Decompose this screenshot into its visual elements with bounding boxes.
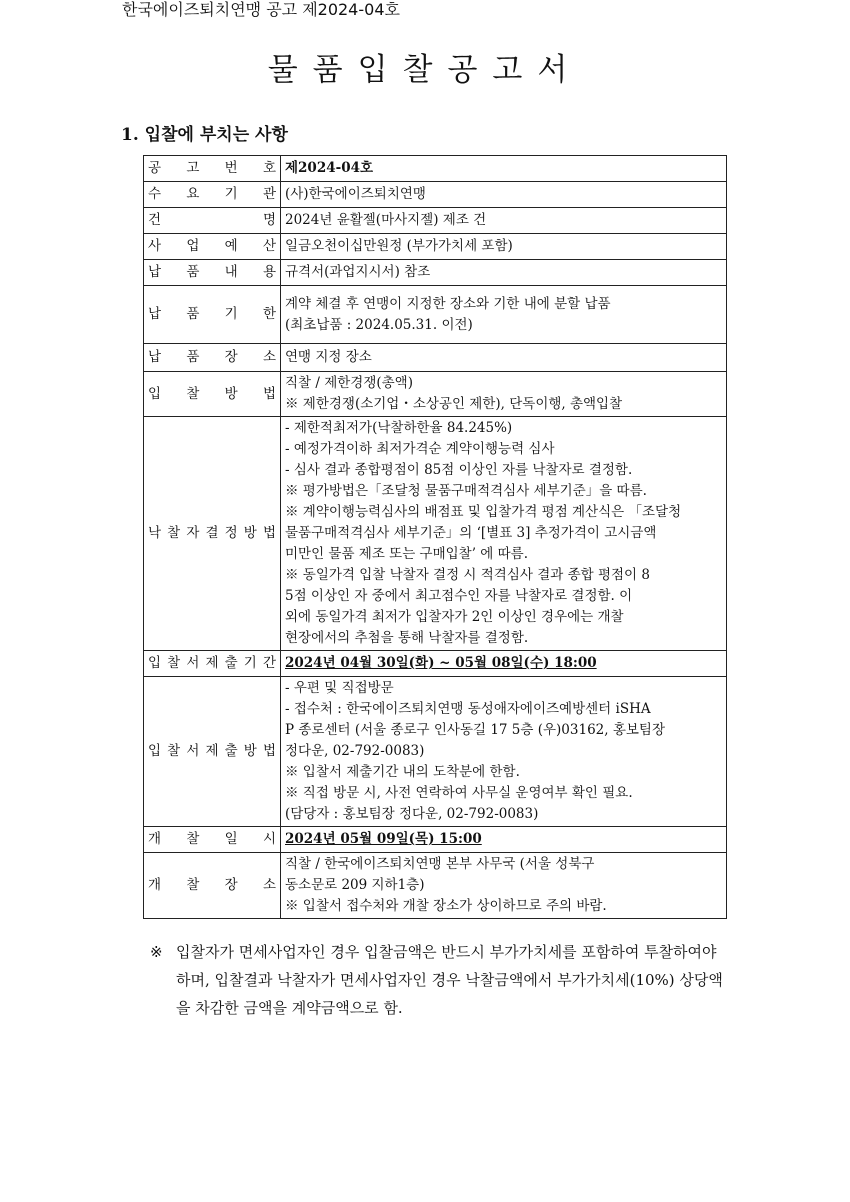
table-row [144,156,727,182]
cell-line: 5점 이상인 자 중에서 최고점수인 자를 낙찰자로 결정함. 이 [285,588,633,604]
table-row [144,677,727,827]
row-label [144,234,281,260]
agency-value: (사)한국에이즈퇴치연맹 [281,182,727,208]
row-label [144,208,281,234]
cell-line: ※ 계약이행능력심사의 배점표 및 입찰가격 평점 계산식은 「조달청 [285,504,682,520]
footnote-text: 입찰자가 면세사업자인 경우 입찰금액은 반드시 부가가치세를 포함하여 투찰하여야 하며, 입찰결과 낙찰자가 면세사업자인 경우 낙찰금액에서 부가가치세(10%) 상당액을 차감한 금액을 계약금액으로 함. [176,943,723,1017]
opening-place-value [281,853,727,919]
table-row [144,827,727,853]
row-label-text: 납 품 기 한 [148,306,276,322]
submit-method-value [281,677,727,827]
cell-line: - 우편 및 직접방문 [285,680,394,696]
row-label [144,372,281,417]
delivery-term-line: (최초납품 : 2024.05.31. 이전) [285,316,473,333]
row-label [144,156,281,182]
table-row [144,286,727,344]
table-row [144,853,727,919]
cell-line: 직찰 / 한국에이즈퇴치연맹 본부 사무국 (서울 성북구 [285,856,595,872]
table-row [144,182,727,208]
award-method-value [281,417,727,651]
bid-method-value [281,372,727,417]
row-label [144,182,281,208]
row-label-text: 낙 찰 자 결 정 방 법 [148,525,276,541]
cell-line: ※ 평가방법은「조달청 물품구매적격심사 세부기준」을 따름. [285,483,647,499]
item-value: 2024년 윤활젤(마사지젤) 제조 건 [281,208,727,234]
table-row [144,372,727,417]
cell-line: 정다운, 02-792-0083) [285,743,425,759]
row-label-text: 입 찰 서 제 출 기 간 [148,655,276,671]
row-label-text: 납 품 내 용 [148,264,276,280]
row-label [144,651,281,677]
submit-period-value: 2024년 04월 30일(화) ~ 05월 08일(수) 18:00 [281,651,727,677]
row-label [144,286,281,344]
bid-details-table [143,155,727,919]
delivery-term-value [281,286,727,344]
cell-line: - 제한적최저가(낙찰하한율 84.245%) [285,420,513,436]
table-row [144,234,727,260]
document-reference: 한국에이즈퇴치연맹 공고 제2024-04호 [122,0,400,19]
row-label [144,344,281,372]
cell-line: - 예정가격이하 최저가격순 계약이행능력 심사 [285,441,555,457]
table-row [144,651,727,677]
cell-line: 현장에서의 추첨을 통해 낙찰자를 결정함. [285,630,529,646]
notice-number-value: 제2024-04호 [281,156,727,182]
row-label [144,677,281,827]
cell-line: ※ 입찰서 접수처와 개찰 장소가 상이하므로 주의 바람. [285,898,607,914]
cell-line: (담당자 : 홍보팀장 정다운, 02-792-0083) [285,806,539,822]
opening-date-value: 2024년 05월 09일(목) 15:00 [281,827,727,853]
row-label-text: 사 업 예 산 [148,238,276,254]
row-label [144,853,281,919]
row-label [144,417,281,651]
row-label [144,260,281,286]
cell-line: - 접수처 : 한국에이즈퇴치연맹 동성애자에이즈예방센터 iSHA [285,701,651,717]
row-label-text: 입 찰 서 제 출 방 법 [148,743,276,759]
row-label-text: 수 요 기 관 [148,186,276,202]
cell-line: 외에 동일가격 최저가 입찰자가 2인 이상인 경우에는 개찰 [285,609,624,625]
cell-line: ※ 입찰서 제출기간 내의 도착분에 한함. [285,764,520,780]
cell-line: ※ 동일가격 입찰 낙찰자 결정 시 적격심사 결과 종합 평점이 8 [285,567,650,583]
budget-value: 일금오천이십만원정 (부가가치세 포함) [281,234,727,260]
bid-method-line: 직찰 / 제한경쟁(총액) [285,375,413,391]
delivery-term-line: 계약 체결 후 연맹이 지정한 장소와 기한 내에 분할 납품 [285,295,611,312]
delivery-place-value: 연맹 지정 장소 [281,344,727,372]
row-label-text: 납 품 장 소 [148,349,276,365]
cell-line: - 심사 결과 종합평점이 85점 이상인 자를 낙찰자로 결정함. [285,462,633,478]
table-row [144,260,727,286]
row-label-text: 개 찰 장 소 [148,877,276,893]
section-heading: 1. 입찰에 부치는 사항 [121,125,288,145]
cell-line: 물품구매적격심사 세부기준」의 ‘[별표 3] 추정가격이 고시금액 [285,525,657,541]
cell-line: 미만인 물품 제조 또는 구매입찰’ 에 따름. [285,546,528,562]
cell-line: P 종로센터 (서울 종로구 인사동길 17 5층 (우)03162, 홍보팀장 [285,722,665,738]
page-title: 물품입찰공고서 [267,52,583,88]
delivery-content-value: 규격서(과업지시서) 참조 [281,260,727,286]
row-label-text: 개 찰 일 시 [148,831,276,847]
row-label-text: 공 고 번 호 [148,160,276,176]
cell-line: 동소문로 209 지하1층) [285,877,425,893]
row-label [144,827,281,853]
cell-line: ※ 직접 방문 시, 사전 연락하여 사무실 운영여부 확인 필요. [285,785,633,801]
table-row [144,208,727,234]
row-label-text: 건 명 [148,212,276,228]
reference-mark: ※ [150,943,163,961]
bid-method-line: ※ 제한경쟁(소기업・소상공인 제한), 단독이행, 총액입찰 [285,396,623,412]
row-label-text: 입 찰 방 법 [148,385,276,402]
table-row [144,344,727,372]
footnote [150,938,730,1022]
table-row [144,417,727,651]
